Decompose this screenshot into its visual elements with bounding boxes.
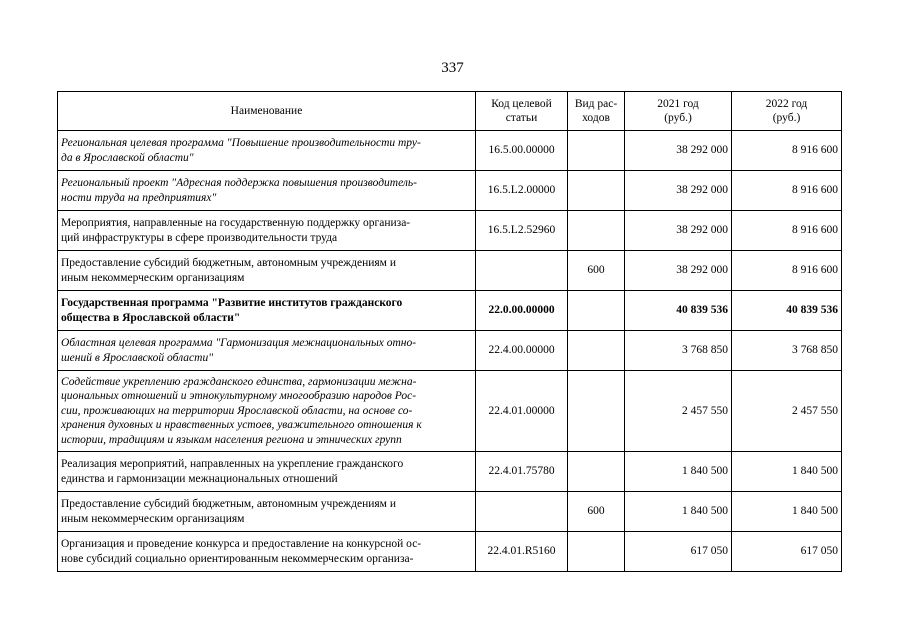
- row-name: Областная целевая программа "Гармонизация межнациональных отно- шений в Ярославской области": [58, 331, 476, 371]
- row-2022: 8 916 600: [732, 211, 842, 251]
- row-name: Содействие укреплению гражданского единства, гармонизации межна- циональных отношений и этнокультурному многообразию народов Рос- сии, проживающих на территории Ярославской области, на основе со- хранения духовных и нравственных устоев, уважительного отношения к истории, традициям и языкам населения региона и этнических групп: [58, 371, 476, 452]
- row-name: Реализация мероприятий, направленных на укрепление гражданского единства и гармонизации межнациональных отношений: [58, 452, 476, 492]
- row-name: Организация и проведение конкурса и предоставление на конкурсной ос- нове субсидий социально ориентированным некоммерческим организа-: [58, 532, 476, 572]
- row-expense-type: [568, 371, 625, 452]
- row-expense-type: [568, 331, 625, 371]
- row-name: Государственная программа "Развитие институтов гражданского общества в Ярославской области": [58, 291, 476, 331]
- table-row: [58, 131, 842, 171]
- row-expense-type: [568, 452, 625, 492]
- row-2021: 3 768 850: [625, 331, 732, 371]
- row-code: 22.0.00.00000: [476, 291, 568, 331]
- table-row: [58, 251, 842, 291]
- row-expense-type: [568, 171, 625, 211]
- row-code: 22.4.01.75780: [476, 452, 568, 492]
- row-2022: 8 916 600: [732, 131, 842, 171]
- row-name: Региональный проект "Адресная поддержка повышения производитель- ности труда на предприятиях": [58, 171, 476, 211]
- row-code: 22.4.00.00000: [476, 331, 568, 371]
- row-2021: 40 839 536: [625, 291, 732, 331]
- row-2022: 2 457 550: [732, 371, 842, 452]
- row-expense-type: [568, 291, 625, 331]
- row-expense-type: [568, 211, 625, 251]
- row-2022: 1 840 500: [732, 452, 842, 492]
- header-code: Код целевой статьи: [476, 92, 568, 131]
- row-2021: 1 840 500: [625, 492, 732, 532]
- row-2021: 38 292 000: [625, 211, 732, 251]
- table-row: [58, 371, 842, 452]
- row-name: Предоставление субсидий бюджетным, автономным учреждениям и иным некоммерческим организациям: [58, 492, 476, 532]
- budget-table: [57, 91, 842, 572]
- header-year-2022: 2022 год (руб.): [732, 92, 842, 131]
- table-row: [58, 211, 842, 251]
- row-code: 16.5.L2.00000: [476, 171, 568, 211]
- row-2021: 38 292 000: [625, 131, 732, 171]
- row-2022: 8 916 600: [732, 251, 842, 291]
- table-row: [58, 291, 842, 331]
- row-code: 16.5.L2.52960: [476, 211, 568, 251]
- table-row: [58, 452, 842, 492]
- row-2021: 2 457 550: [625, 371, 732, 452]
- row-name: Предоставление субсидий бюджетным, автономным учреждениям и иным некоммерческим организациям: [58, 251, 476, 291]
- table-row: [58, 331, 842, 371]
- row-2022: 617 050: [732, 532, 842, 572]
- table-row: [58, 492, 842, 532]
- row-expense-type: [568, 131, 625, 171]
- row-2022: 40 839 536: [732, 291, 842, 331]
- header-expense-type: Вид рас- ходов: [568, 92, 625, 131]
- row-code: [476, 251, 568, 291]
- row-2022: 1 840 500: [732, 492, 842, 532]
- table-header-row: [58, 92, 842, 131]
- row-2022: 3 768 850: [732, 331, 842, 371]
- row-code: [476, 492, 568, 532]
- row-name: Региональная целевая программа "Повышение производительности тру- да в Ярославской области": [58, 131, 476, 171]
- row-code: 22.4.01.00000: [476, 371, 568, 452]
- table-row: [58, 532, 842, 572]
- row-code: 22.4.01.R5160: [476, 532, 568, 572]
- header-year-2021: 2021 год (руб.): [625, 92, 732, 131]
- table-row: [58, 171, 842, 211]
- row-expense-type: 600: [568, 492, 625, 532]
- row-2022: 8 916 600: [732, 171, 842, 211]
- row-2021: 38 292 000: [625, 171, 732, 211]
- row-expense-type: 600: [568, 251, 625, 291]
- row-2021: 1 840 500: [625, 452, 732, 492]
- row-expense-type: [568, 532, 625, 572]
- row-name: Мероприятия, направленные на государственную поддержку организа- ций инфраструктуры в сфере производительности труда: [58, 211, 476, 251]
- row-2021: 38 292 000: [625, 251, 732, 291]
- page-number: 337: [441, 60, 464, 76]
- row-2021: 617 050: [625, 532, 732, 572]
- header-name: Наименование: [58, 92, 476, 131]
- row-code: 16.5.00.00000: [476, 131, 568, 171]
